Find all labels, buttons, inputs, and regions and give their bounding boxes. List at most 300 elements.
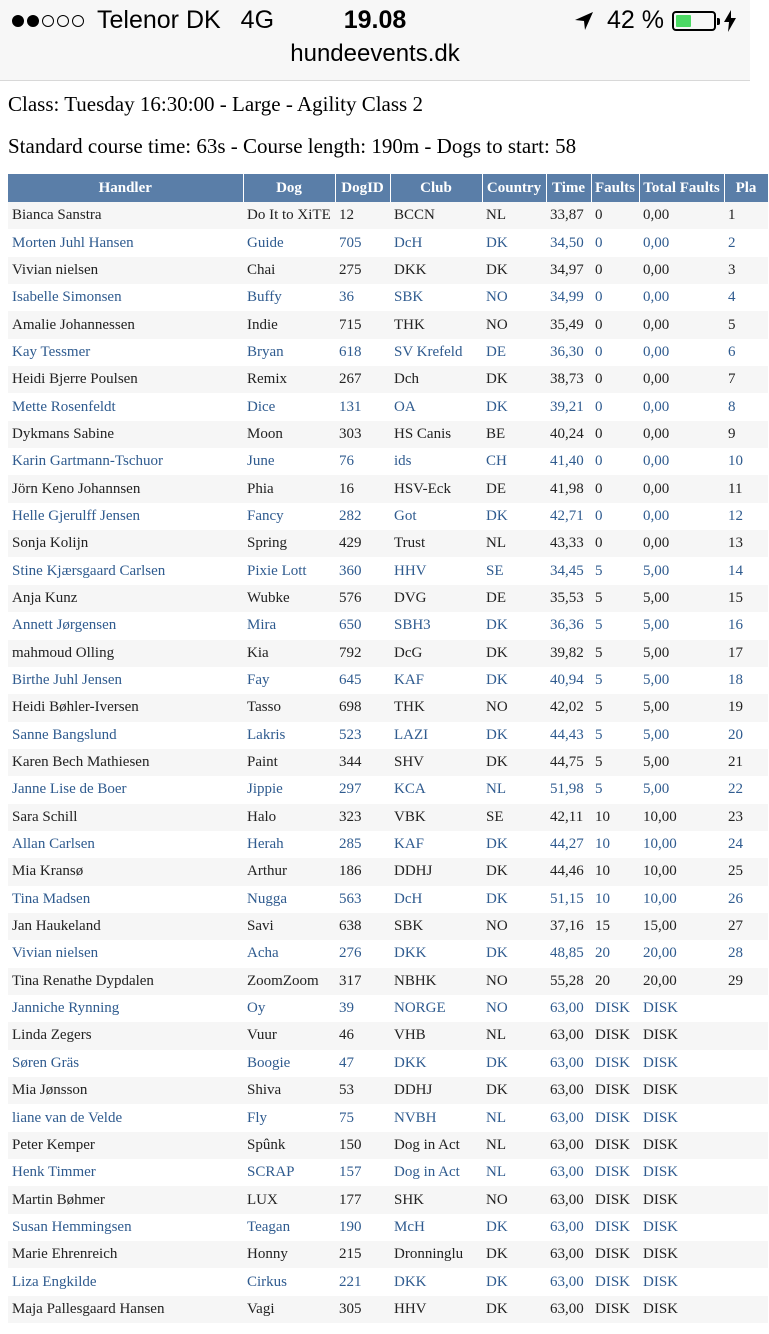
cell-time: 40,94 bbox=[546, 667, 591, 694]
cell-country: DK bbox=[482, 1077, 546, 1104]
cell-dog: Fancy bbox=[243, 503, 335, 530]
carrier-name: Telenor DK bbox=[97, 6, 221, 34]
table-row[interactable] bbox=[8, 995, 768, 1022]
cell-handler: Jan Haukeland bbox=[8, 913, 243, 940]
cell-club: SHK bbox=[390, 1186, 482, 1213]
cell-club: Dronninglu bbox=[390, 1241, 482, 1268]
cell-dog: Lakris bbox=[243, 722, 335, 749]
table-row[interactable] bbox=[8, 749, 768, 776]
table-row[interactable] bbox=[8, 831, 768, 858]
cell-place: 6 bbox=[724, 339, 768, 366]
cell-time: 42,02 bbox=[546, 694, 591, 721]
cell-faults: 0 bbox=[591, 448, 639, 475]
cell-place bbox=[724, 995, 768, 1022]
cell-club: DKK bbox=[390, 257, 482, 284]
cell-time: 51,15 bbox=[546, 886, 591, 913]
cell-dogid: 285 bbox=[335, 831, 390, 858]
cell-handler: Susan Hemmingsen bbox=[8, 1214, 243, 1241]
cell-faults: 15 bbox=[591, 913, 639, 940]
cell-handler: Liza Engkilde bbox=[8, 1268, 243, 1295]
cell-country: NL bbox=[482, 1132, 546, 1159]
cell-dogid: 297 bbox=[335, 776, 390, 803]
cell-club: DKK bbox=[390, 1268, 482, 1295]
cell-dogid: 157 bbox=[335, 1159, 390, 1186]
cell-faults: DISK bbox=[591, 1214, 639, 1241]
cell-dog: Honny bbox=[243, 1241, 335, 1268]
table-row[interactable] bbox=[8, 776, 768, 803]
clock: 19.08 bbox=[343, 6, 407, 34]
cell-total-faults: DISK bbox=[639, 1077, 724, 1104]
cell-dogid: 221 bbox=[335, 1268, 390, 1295]
cell-dog: Guide bbox=[243, 229, 335, 256]
cell-place: 25 bbox=[724, 858, 768, 885]
cell-club: DcH bbox=[390, 886, 482, 913]
cell-place bbox=[724, 1022, 768, 1049]
cell-place: 7 bbox=[724, 366, 768, 393]
cell-country: DE bbox=[482, 475, 546, 502]
column-header-country: Country bbox=[482, 174, 546, 202]
cell-club: ids bbox=[390, 448, 482, 475]
results-table bbox=[8, 174, 769, 1323]
cell-place bbox=[724, 1241, 768, 1268]
table-body bbox=[8, 202, 768, 1323]
cell-dog: Jippie bbox=[243, 776, 335, 803]
cell-time: 43,33 bbox=[546, 530, 591, 557]
cell-dog: Moon bbox=[243, 421, 335, 448]
cell-place: 12 bbox=[724, 503, 768, 530]
cell-handler: liane van de Velde bbox=[8, 1104, 243, 1131]
cell-time: 63,00 bbox=[546, 1132, 591, 1159]
cell-dog: June bbox=[243, 448, 335, 475]
table-row[interactable] bbox=[8, 1186, 768, 1213]
cell-place: 21 bbox=[724, 749, 768, 776]
table-row[interactable] bbox=[8, 612, 768, 639]
cell-total-faults: 0,00 bbox=[639, 284, 724, 311]
cell-faults: DISK bbox=[591, 1132, 639, 1159]
cell-handler: Anja Kunz bbox=[8, 585, 243, 612]
cell-dogid: 186 bbox=[335, 858, 390, 885]
results-table-container[interactable] bbox=[8, 174, 757, 1323]
signal-strength-icon bbox=[12, 15, 87, 27]
table-row[interactable] bbox=[8, 503, 768, 530]
table-row[interactable] bbox=[8, 940, 768, 967]
cell-time: 63,00 bbox=[546, 1241, 591, 1268]
table-row[interactable] bbox=[8, 448, 768, 475]
cell-country: NO bbox=[482, 1186, 546, 1213]
cell-time: 63,00 bbox=[546, 1104, 591, 1131]
table-row[interactable] bbox=[8, 1104, 768, 1131]
cell-dog: Oy bbox=[243, 995, 335, 1022]
cell-dog: Indie bbox=[243, 311, 335, 338]
cell-dogid: 650 bbox=[335, 612, 390, 639]
cell-dogid: 344 bbox=[335, 749, 390, 776]
cell-total-faults: 5,00 bbox=[639, 667, 724, 694]
table-row[interactable] bbox=[8, 1077, 768, 1104]
cell-handler: Vivian nielsen bbox=[8, 940, 243, 967]
column-header-dog: Dog bbox=[243, 174, 335, 202]
cell-dog: Buffy bbox=[243, 284, 335, 311]
table-row[interactable] bbox=[8, 1241, 768, 1268]
table-row[interactable] bbox=[8, 886, 768, 913]
cell-faults: 5 bbox=[591, 640, 639, 667]
cell-club: BCCN bbox=[390, 202, 482, 229]
cell-handler: Karin Gartmann-Tschuor bbox=[8, 448, 243, 475]
cell-handler: Sonja Kolijn bbox=[8, 530, 243, 557]
cell-place: 14 bbox=[724, 557, 768, 584]
cell-faults: DISK bbox=[591, 1296, 639, 1323]
cell-total-faults: 0,00 bbox=[639, 448, 724, 475]
cell-total-faults: DISK bbox=[639, 1214, 724, 1241]
cell-place bbox=[724, 1159, 768, 1186]
cell-time: 55,28 bbox=[546, 968, 591, 995]
cell-handler: Martin Bøhmer bbox=[8, 1186, 243, 1213]
cell-time: 63,00 bbox=[546, 1022, 591, 1049]
battery-percent: 42 % bbox=[607, 6, 664, 34]
cell-time: 34,99 bbox=[546, 284, 591, 311]
cell-total-faults: 10,00 bbox=[639, 886, 724, 913]
cell-country: DK bbox=[482, 722, 546, 749]
cell-club: THK bbox=[390, 694, 482, 721]
cell-total-faults: 20,00 bbox=[639, 940, 724, 967]
cell-time: 42,71 bbox=[546, 503, 591, 530]
cell-handler: Heidi Bjerre Poulsen bbox=[8, 366, 243, 393]
table-row[interactable] bbox=[8, 1050, 768, 1077]
cell-dogid: 47 bbox=[335, 1050, 390, 1077]
table-row[interactable] bbox=[8, 1159, 768, 1186]
cell-dogid: 276 bbox=[335, 940, 390, 967]
cell-place: 28 bbox=[724, 940, 768, 967]
cell-dog: Do It to XiTE bbox=[243, 202, 335, 229]
cell-dog: Fay bbox=[243, 667, 335, 694]
table-row[interactable] bbox=[8, 1214, 768, 1241]
table-row[interactable] bbox=[8, 339, 768, 366]
cell-handler: Janniche Rynning bbox=[8, 995, 243, 1022]
cell-dog: Teagan bbox=[243, 1214, 335, 1241]
cell-time: 63,00 bbox=[546, 995, 591, 1022]
cell-place: 3 bbox=[724, 257, 768, 284]
cell-dog: Herah bbox=[243, 831, 335, 858]
cell-dog: Remix bbox=[243, 366, 335, 393]
cell-place: 26 bbox=[724, 886, 768, 913]
battery-area bbox=[573, 6, 736, 35]
cell-country: DK bbox=[482, 749, 546, 776]
cell-handler: Sara Schill bbox=[8, 804, 243, 831]
table-row[interactable] bbox=[8, 366, 768, 393]
cell-faults: 20 bbox=[591, 968, 639, 995]
cell-club: KAF bbox=[390, 831, 482, 858]
cell-dogid: 563 bbox=[335, 886, 390, 913]
class-title: Class: Tuesday 16:30:00 - Large - Agility Class 2 bbox=[8, 92, 423, 116]
cell-country: BE bbox=[482, 421, 546, 448]
cell-dogid: 267 bbox=[335, 366, 390, 393]
cell-faults: 5 bbox=[591, 557, 639, 584]
cell-dogid: 75 bbox=[335, 1104, 390, 1131]
cell-dogid: 317 bbox=[335, 968, 390, 995]
cell-country: NO bbox=[482, 284, 546, 311]
cell-country: DK bbox=[482, 1268, 546, 1295]
cell-dogid: 16 bbox=[335, 475, 390, 502]
cell-handler: Mette Rosenfeldt bbox=[8, 393, 243, 420]
cell-faults: DISK bbox=[591, 1050, 639, 1077]
cell-total-faults: 0,00 bbox=[639, 339, 724, 366]
cell-country: DK bbox=[482, 393, 546, 420]
address-bar-url[interactable]: hundeevents.dk bbox=[290, 40, 460, 67]
cell-handler: Peter Kemper bbox=[8, 1132, 243, 1159]
page-header bbox=[8, 90, 750, 160]
cell-handler: Annett Jørgensen bbox=[8, 612, 243, 639]
cell-country: NO bbox=[482, 995, 546, 1022]
cell-total-faults: 0,00 bbox=[639, 257, 724, 284]
cell-dog: Bryan bbox=[243, 339, 335, 366]
cell-total-faults: 5,00 bbox=[639, 640, 724, 667]
cell-time: 63,00 bbox=[546, 1268, 591, 1295]
cell-country: DK bbox=[482, 1050, 546, 1077]
cell-faults: 0 bbox=[591, 202, 639, 229]
cell-place bbox=[724, 1186, 768, 1213]
cell-time: 63,00 bbox=[546, 1050, 591, 1077]
cell-handler: Isabelle Simonsen bbox=[8, 284, 243, 311]
cell-club: NVBH bbox=[390, 1104, 482, 1131]
cell-time: 39,21 bbox=[546, 393, 591, 420]
cell-dogid: 360 bbox=[335, 557, 390, 584]
cell-dogid: 39 bbox=[335, 995, 390, 1022]
cell-dog: ZoomZoom bbox=[243, 968, 335, 995]
cell-dog: Phia bbox=[243, 475, 335, 502]
table-row[interactable] bbox=[8, 858, 768, 885]
cell-dog: Wubke bbox=[243, 585, 335, 612]
table-row[interactable] bbox=[8, 1296, 768, 1323]
battery-icon bbox=[672, 11, 716, 31]
cell-club: HS Canis bbox=[390, 421, 482, 448]
cell-club: KCA bbox=[390, 776, 482, 803]
cell-total-faults: 10,00 bbox=[639, 831, 724, 858]
table-row[interactable] bbox=[8, 202, 768, 229]
cell-dogid: 429 bbox=[335, 530, 390, 557]
cell-club: THK bbox=[390, 311, 482, 338]
table-row[interactable] bbox=[8, 475, 768, 502]
cell-faults: DISK bbox=[591, 1159, 639, 1186]
cell-total-faults: DISK bbox=[639, 1104, 724, 1131]
cell-handler: Mia Kransø bbox=[8, 858, 243, 885]
cell-club: McH bbox=[390, 1214, 482, 1241]
cell-time: 40,24 bbox=[546, 421, 591, 448]
cell-faults: 0 bbox=[591, 311, 639, 338]
cell-handler: Heidi Bøhler-Iversen bbox=[8, 694, 243, 721]
cell-handler: Søren Gräs bbox=[8, 1050, 243, 1077]
cell-handler: Birthe Juhl Jensen bbox=[8, 667, 243, 694]
cell-country: DE bbox=[482, 339, 546, 366]
cell-place: 4 bbox=[724, 284, 768, 311]
cell-club: LAZI bbox=[390, 722, 482, 749]
cell-faults: 0 bbox=[591, 339, 639, 366]
column-header-time: Time bbox=[546, 174, 591, 202]
table-row[interactable] bbox=[8, 257, 768, 284]
cell-country: NL bbox=[482, 1159, 546, 1186]
cell-club: Got bbox=[390, 503, 482, 530]
cell-faults: 0 bbox=[591, 284, 639, 311]
cell-place bbox=[724, 1104, 768, 1131]
table-row[interactable] bbox=[8, 804, 768, 831]
table-row[interactable] bbox=[8, 1132, 768, 1159]
cell-place: 5 bbox=[724, 311, 768, 338]
cell-total-faults: 0,00 bbox=[639, 475, 724, 502]
cell-time: 41,98 bbox=[546, 475, 591, 502]
table-row[interactable] bbox=[8, 1022, 768, 1049]
cell-total-faults: 5,00 bbox=[639, 612, 724, 639]
cell-handler: Tina Renathe Dypdalen bbox=[8, 968, 243, 995]
cell-dogid: 305 bbox=[335, 1296, 390, 1323]
cell-dogid: 705 bbox=[335, 229, 390, 256]
table-row[interactable] bbox=[8, 557, 768, 584]
table-row[interactable] bbox=[8, 585, 768, 612]
cell-time: 63,00 bbox=[546, 1296, 591, 1323]
cell-dog: Tasso bbox=[243, 694, 335, 721]
cell-club: DDHJ bbox=[390, 858, 482, 885]
table-row[interactable] bbox=[8, 913, 768, 940]
cell-dogid: 53 bbox=[335, 1077, 390, 1104]
cell-handler: Henk Timmer bbox=[8, 1159, 243, 1186]
cell-dog: Cirkus bbox=[243, 1268, 335, 1295]
cell-total-faults: 5,00 bbox=[639, 557, 724, 584]
table-row[interactable] bbox=[8, 311, 768, 338]
cell-dog: Spûnk bbox=[243, 1132, 335, 1159]
cell-club: VHB bbox=[390, 1022, 482, 1049]
cell-dog: Kia bbox=[243, 640, 335, 667]
table-row[interactable] bbox=[8, 694, 768, 721]
table-row[interactable] bbox=[8, 284, 768, 311]
cell-dogid: 715 bbox=[335, 311, 390, 338]
table-row[interactable] bbox=[8, 229, 768, 256]
cell-faults: 5 bbox=[591, 694, 639, 721]
cell-country: DK bbox=[482, 1241, 546, 1268]
cell-total-faults: 5,00 bbox=[639, 776, 724, 803]
cell-faults: 5 bbox=[591, 667, 639, 694]
table-row[interactable] bbox=[8, 968, 768, 995]
cell-dogid: 618 bbox=[335, 339, 390, 366]
location-arrow-icon bbox=[573, 10, 595, 32]
cell-total-faults: DISK bbox=[639, 1022, 724, 1049]
cell-dog: Vuur bbox=[243, 1022, 335, 1049]
cell-faults: DISK bbox=[591, 1022, 639, 1049]
cell-country: NO bbox=[482, 968, 546, 995]
table-row[interactable] bbox=[8, 393, 768, 420]
cell-faults: 10 bbox=[591, 804, 639, 831]
cell-dog: Acha bbox=[243, 940, 335, 967]
cell-time: 33,87 bbox=[546, 202, 591, 229]
cell-total-faults: DISK bbox=[639, 1296, 724, 1323]
table-row[interactable] bbox=[8, 1268, 768, 1295]
cell-time: 36,30 bbox=[546, 339, 591, 366]
carrier-info bbox=[12, 6, 274, 35]
cell-faults: 0 bbox=[591, 475, 639, 502]
cell-place: 10 bbox=[724, 448, 768, 475]
cell-handler: Janne Lise de Boer bbox=[8, 776, 243, 803]
cell-place: 23 bbox=[724, 804, 768, 831]
cell-dog: Halo bbox=[243, 804, 335, 831]
cell-country: DK bbox=[482, 366, 546, 393]
cell-dogid: 46 bbox=[335, 1022, 390, 1049]
cell-time: 63,00 bbox=[546, 1186, 591, 1213]
cell-total-faults: 0,00 bbox=[639, 503, 724, 530]
cell-faults: 5 bbox=[591, 776, 639, 803]
cell-handler: Mia Jønsson bbox=[8, 1077, 243, 1104]
cell-dog: Pixie Lott bbox=[243, 557, 335, 584]
cell-handler: Dykmans Sabine bbox=[8, 421, 243, 448]
cell-faults: 0 bbox=[591, 393, 639, 420]
cell-faults: 5 bbox=[591, 612, 639, 639]
cell-country: DE bbox=[482, 585, 546, 612]
cell-time: 42,11 bbox=[546, 804, 591, 831]
cell-place: 16 bbox=[724, 612, 768, 639]
table-row[interactable] bbox=[8, 722, 768, 749]
cell-total-faults: 0,00 bbox=[639, 311, 724, 338]
cell-place bbox=[724, 1214, 768, 1241]
cell-country: DK bbox=[482, 229, 546, 256]
cell-club: SBH3 bbox=[390, 612, 482, 639]
cell-faults: 5 bbox=[591, 585, 639, 612]
cell-country: DK bbox=[482, 257, 546, 284]
cell-total-faults: DISK bbox=[639, 1268, 724, 1295]
cell-country: CH bbox=[482, 448, 546, 475]
cell-time: 44,43 bbox=[546, 722, 591, 749]
table-row[interactable] bbox=[8, 530, 768, 557]
cell-club: SBK bbox=[390, 284, 482, 311]
cell-dogid: 282 bbox=[335, 503, 390, 530]
cell-handler: Linda Zegers bbox=[8, 1022, 243, 1049]
cell-place: 17 bbox=[724, 640, 768, 667]
cell-country: NO bbox=[482, 913, 546, 940]
cell-dogid: 323 bbox=[335, 804, 390, 831]
cell-handler: Stine Kjærsgaard Carlsen bbox=[8, 557, 243, 584]
cell-handler: Helle Gjerulff Jensen bbox=[8, 503, 243, 530]
cell-club: DKK bbox=[390, 940, 482, 967]
cell-faults: 5 bbox=[591, 749, 639, 776]
cell-country: NL bbox=[482, 530, 546, 557]
cell-place bbox=[724, 1268, 768, 1295]
cell-country: DK bbox=[482, 1296, 546, 1323]
cell-country: SE bbox=[482, 557, 546, 584]
cell-dogid: 275 bbox=[335, 257, 390, 284]
cell-country: NL bbox=[482, 1104, 546, 1131]
cell-faults: 0 bbox=[591, 257, 639, 284]
cell-dog: LUX bbox=[243, 1186, 335, 1213]
cell-dogid: 150 bbox=[335, 1132, 390, 1159]
cell-faults: 0 bbox=[591, 503, 639, 530]
cell-club: NORGE bbox=[390, 995, 482, 1022]
cell-dog: Nugga bbox=[243, 886, 335, 913]
cell-club: Dog in Act bbox=[390, 1132, 482, 1159]
cell-faults: DISK bbox=[591, 1104, 639, 1131]
cell-dogid: 523 bbox=[335, 722, 390, 749]
cell-time: 36,36 bbox=[546, 612, 591, 639]
cell-handler: Bianca Sanstra bbox=[8, 202, 243, 229]
cell-total-faults: 10,00 bbox=[639, 858, 724, 885]
cell-club: SV Krefeld bbox=[390, 339, 482, 366]
cell-dogid: 177 bbox=[335, 1186, 390, 1213]
table-row[interactable] bbox=[8, 667, 768, 694]
cell-club: Dog in Act bbox=[390, 1159, 482, 1186]
table-row[interactable] bbox=[8, 640, 768, 667]
cell-total-faults: DISK bbox=[639, 995, 724, 1022]
cell-total-faults: DISK bbox=[639, 1050, 724, 1077]
cell-time: 37,16 bbox=[546, 913, 591, 940]
column-header-faults: Faults bbox=[591, 174, 639, 202]
cell-total-faults: 15,00 bbox=[639, 913, 724, 940]
table-row[interactable] bbox=[8, 421, 768, 448]
cell-dog: Spring bbox=[243, 530, 335, 557]
cell-dogid: 303 bbox=[335, 421, 390, 448]
cell-total-faults: 5,00 bbox=[639, 749, 724, 776]
